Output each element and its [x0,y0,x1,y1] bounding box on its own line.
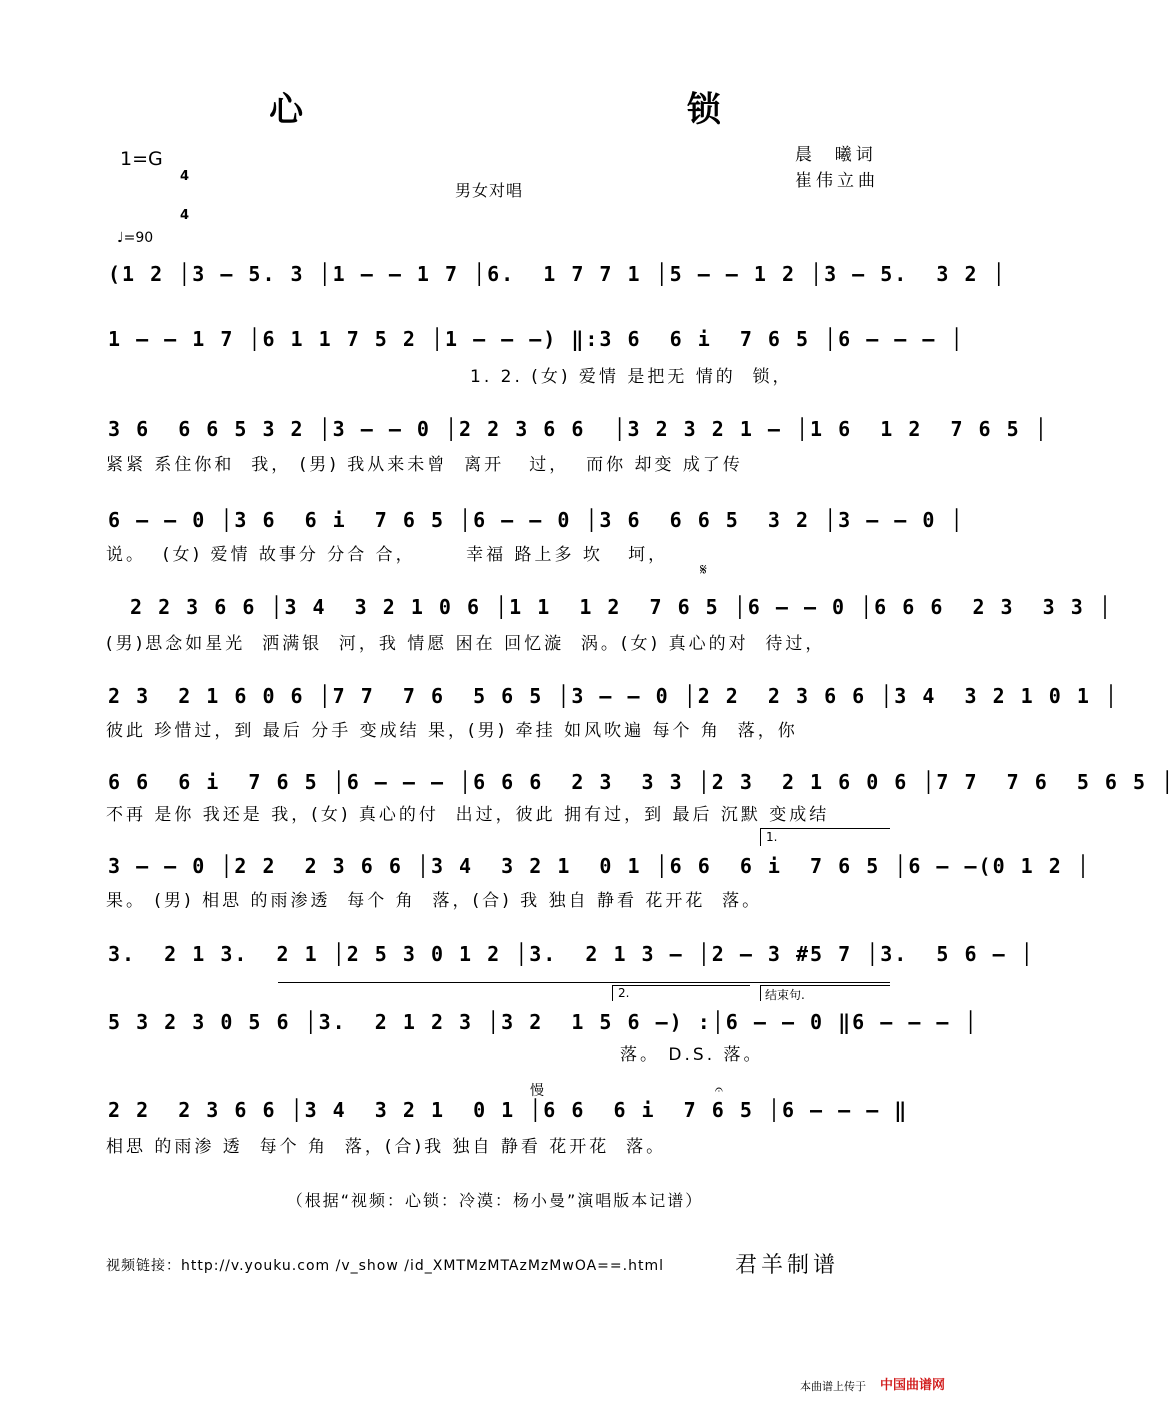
fermata-sign: 𝄐 [715,1082,723,1098]
score-line-2-lyrics: 1. 2. (女) 爱情 是把无 情的 锁， [470,367,793,387]
volta-1-bracket [760,828,761,846]
source-note: （根据“视频：心锁：冷漠：杨小曼”演唱版本记谱） [286,1191,704,1210]
score-line-1-notes: (1 2 │3 – 5. 3 │1 – – 1 7 │6. 1 7 7 1 │5 – – 1 2 │3 – 5. 3 2 │ [108,262,1007,286]
score-line-7-notes: 6 6 6 i 7 6 5 │6 – – – │6 6 6 2 3 3 3 │2 3 2 1 6 0 6 │7 7 7 6 5 6 5 │ [108,770,1175,794]
time-signature-bottom: 4 [180,208,190,223]
score-line-8-lyrics: 果。 (男) 相思 的雨渗透 每个 角 落，(合) 我 独自 静看 花开花 落。 [106,891,763,911]
score-line-9-notes: 3. 2 1 3. 2 1 │2 5 3 0 1 2 │3. 2 1 3 – │2 – 3 #5 7 │3. 5 6 – │ [108,942,1035,966]
score-line-5-notes: 2 2 3 6 6 │3 4 3 2 1 0 6 │1 1 1 2 7 6 5 │6 – – 0 │6 6 6 2 3 3 3 │ [130,595,1113,619]
time-signature [180,144,189,235]
score-line-2-notes: 1 – – 1 7 │6 1 1 7 5 2 │1 – – –) ‖:3 6 6 i 7 6 5 │6 – – – │ [108,327,965,351]
segno-sign: 𝄋 [700,560,707,579]
volta-1-line [760,828,890,829]
score-line-4-lyrics: 说。 (女) 爱情 故事分 分合 合， 幸福 路上多 坎 坷， [106,545,669,565]
score-line-6-notes: 2 3 2 1 6 0 6 │7 7 7 6 5 6 5 │3 – – 0 │2 2 2 3 6 6 │3 4 3 2 1 0 1 │ [108,684,1119,708]
video-link[interactable]: 视频链接：http://v.youku.com /v_show /id_XMTMzMTAzMzMwOA==.html [106,1258,664,1274]
score-line-5-lyrics: (男)思念如星光 洒满银 河，我 情愿 困在 回忆漩 涡。(女) 真心的对 待过， [106,634,826,654]
key-signature: 1=G [120,148,163,170]
score-line-11-notes: 2 2 2 3 6 6 │3 4 3 2 1 0 1 │6 6 6 i 7 6 5 │6 – – – ‖ [108,1098,909,1122]
composer-credit: 崔伟立曲 [795,171,879,191]
score-line-3-notes: 3 6 6 6 5 3 2 │3 – – 0 │2 2 3 6 6 │3 2 3 2 1 – │1 6 1 2 7 6 5 │ [108,417,1049,441]
ending-bracket [760,985,761,1001]
score-line-7-lyrics: 不再 是你 我还是 我，(女) 真心的付 出过，彼此 拥有过，到 最后 沉默 变成结 [106,805,830,825]
score-line-11-lyrics: 相思 的雨渗 透 每个 角 落，(合)我 独自 静看 花开花 落。 [106,1137,667,1157]
site-logo[interactable]: 中国曲谱网 [880,1378,946,1393]
ending-label: 结束句. [765,988,805,1002]
upload-note: 本曲谱上传于 [800,1380,866,1393]
score-line-3-lyrics: 紧紧 系住你和 我， (男) 我从来未曾 离开 过， 而你 却变 成了传 [106,455,743,475]
volta-1-label: 1. [766,830,778,844]
score-line-6-lyrics: 彼此 珍惜过，到 最后 分手 变成结 果，(男) 牵挂 如风吹遍 每个 角 落，你 [106,721,798,741]
volta-2-bracket [612,985,613,1001]
score-line-8-notes: 3 – – 0 │2 2 2 3 6 6 │3 4 3 2 1 0 1 │6 6 6 i 7 6 5 │6 – –(0 1 2 │ [108,854,1091,878]
lyricist-credit: 晨 曦词 [795,145,877,165]
slow-marking: 慢 [530,1083,544,1099]
transcriber-signature: 君羊制谱 [735,1253,840,1278]
volta-2-line [612,985,750,986]
score-line-10-notes: 5 3 2 3 0 5 6 │3. 2 1 2 3 │3 2 1 5 6 –) :│6 – – 0 ‖6 – – – │ [108,1010,979,1034]
performance-subtitle: 男女对唱 [455,181,524,200]
volta-2-label: 2. [618,986,630,1000]
tempo-marking: ♩=90 [117,230,154,246]
score-line-10-lyrics: 落。 D.S. 落。 [620,1045,764,1065]
page-title: 心 锁 [269,90,841,130]
score-line-4-notes: 6 – – 0 │3 6 6 i 7 6 5 │6 – – 0 │3 6 6 6 5 3 2 │3 – – 0 │ [108,508,965,532]
interlude-slur-line [278,982,890,983]
time-signature-top: 4 [180,169,190,184]
